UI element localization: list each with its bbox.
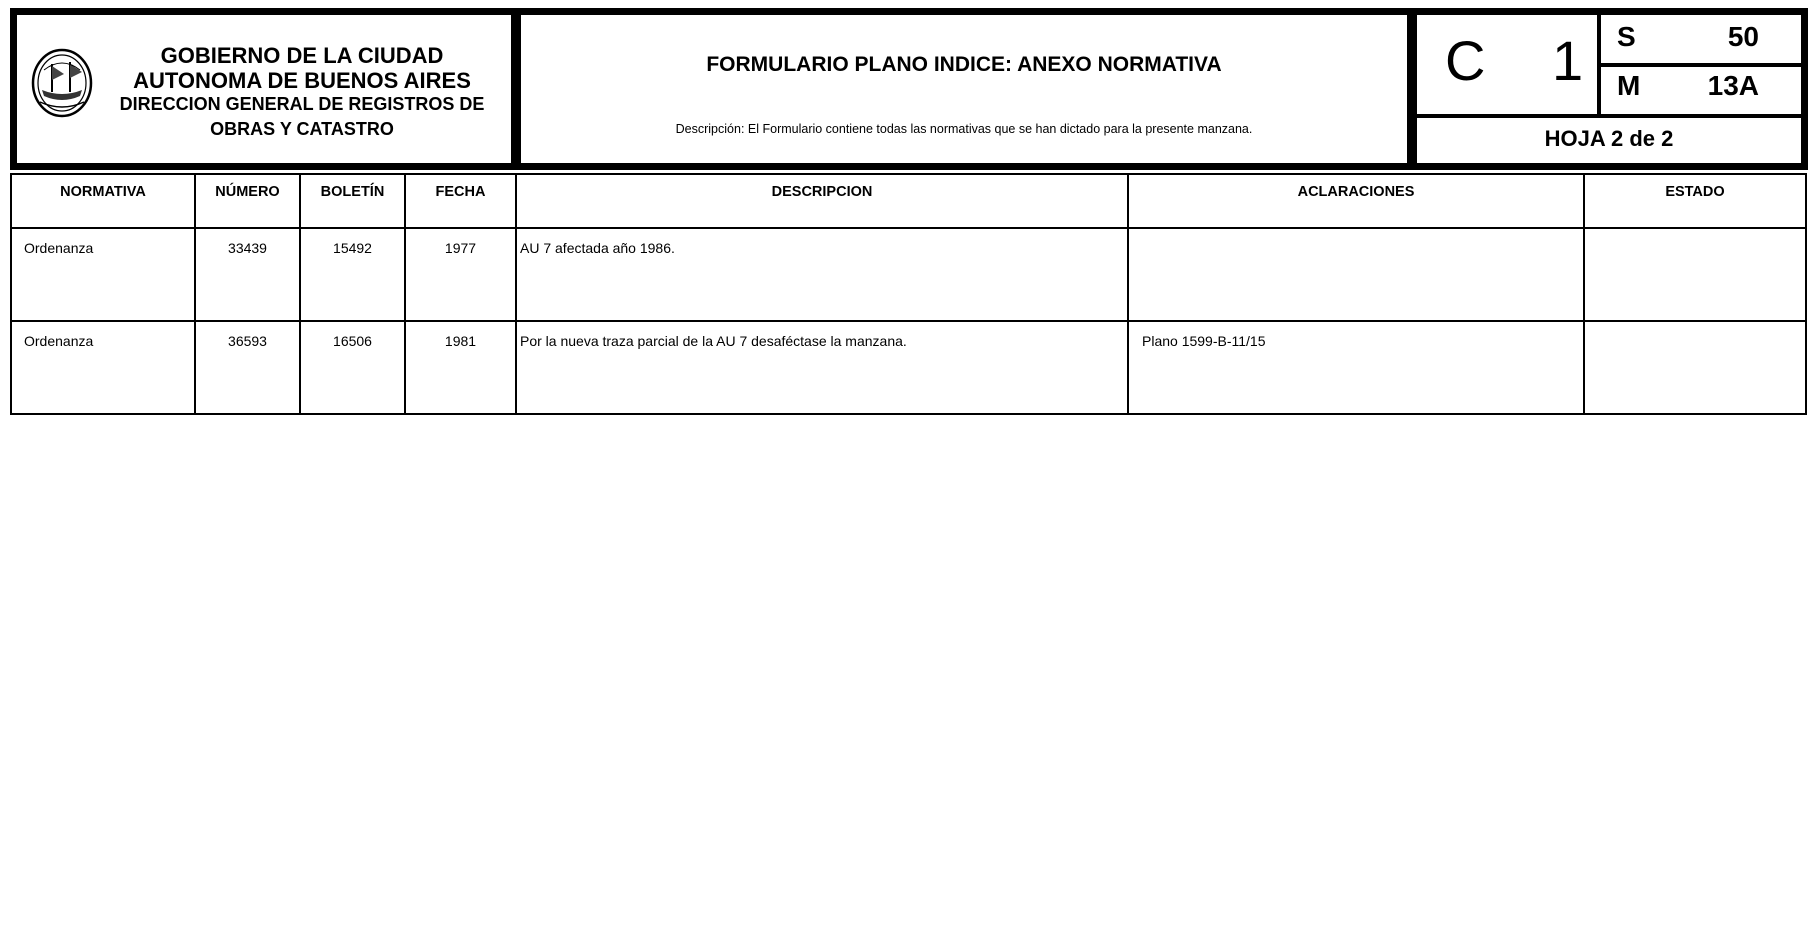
government-name xyxy=(97,43,507,140)
column-header-estado: ESTADO xyxy=(1584,174,1806,228)
form-title: FORMULARIO PLANO INDICE: ANEXO NORMATIVA xyxy=(706,53,1222,76)
cell-aclaraciones xyxy=(1128,228,1584,321)
cell-descripcion: Por la nueva traza parcial de la AU 7 desaféctase la manzana. xyxy=(516,321,1128,414)
seccion-value: 50 xyxy=(1727,21,1759,52)
sheet-number: HOJA 2 de 2 xyxy=(1417,114,1801,163)
government-line-4: OBRAS Y CATASTRO xyxy=(210,119,394,140)
government-line-1: GOBIERNO DE LA CIUDAD xyxy=(160,43,444,68)
cell-numero: 36593 xyxy=(195,321,300,414)
cell-descripcion: AU 7 afectada año 1986. xyxy=(516,228,1128,321)
manzana-value: 13A xyxy=(1707,70,1759,101)
cell-fecha: 1981 xyxy=(405,321,516,414)
cell-normativa: Ordenanza xyxy=(11,228,195,321)
cell-numero: 33439 xyxy=(195,228,300,321)
code-number: 1 xyxy=(1552,29,1584,92)
table-header-row xyxy=(11,174,1806,228)
code-letter: C xyxy=(1445,29,1486,92)
form-description: Descripción: El Formulario contiene todas las normativas que se han dictado para la presente manzana. xyxy=(675,122,1253,136)
column-header-fecha: FECHA xyxy=(405,174,516,228)
column-header-descripcion: DESCRIPCION xyxy=(516,174,1128,228)
seccion-label: S xyxy=(1617,21,1636,52)
form-header xyxy=(517,8,1414,170)
government-header xyxy=(10,8,518,170)
cell-aclaraciones: Plano 1599-B-11/15 xyxy=(1128,321,1584,414)
cell-normativa: Ordenanza xyxy=(11,321,195,414)
manzana-label: M xyxy=(1617,70,1641,101)
section-block-box xyxy=(1597,15,1801,114)
regulations-table xyxy=(10,173,1807,415)
column-header-boletin: BOLETÍN xyxy=(300,174,405,228)
city-seal-icon xyxy=(30,46,94,119)
column-header-normativa: NORMATIVA xyxy=(11,174,195,228)
cell-boletin: 16506 xyxy=(300,321,405,414)
table-row xyxy=(11,321,1806,414)
cell-estado xyxy=(1584,321,1806,414)
code-header xyxy=(1413,8,1808,170)
circunscripcion-box xyxy=(1417,15,1597,114)
cell-fecha: 1977 xyxy=(405,228,516,321)
column-header-numero: NÚMERO xyxy=(195,174,300,228)
table-row xyxy=(11,228,1806,321)
manzana-row xyxy=(1601,64,1801,112)
cell-estado xyxy=(1584,228,1806,321)
government-line-3: DIRECCION GENERAL DE REGISTROS DE xyxy=(119,93,485,114)
seccion-row xyxy=(1601,15,1801,67)
column-header-aclaraciones: ACLARACIONES xyxy=(1128,174,1584,228)
government-line-2: AUTONOMA DE BUENOS AIRES xyxy=(133,68,471,94)
cell-boletin: 15492 xyxy=(300,228,405,321)
